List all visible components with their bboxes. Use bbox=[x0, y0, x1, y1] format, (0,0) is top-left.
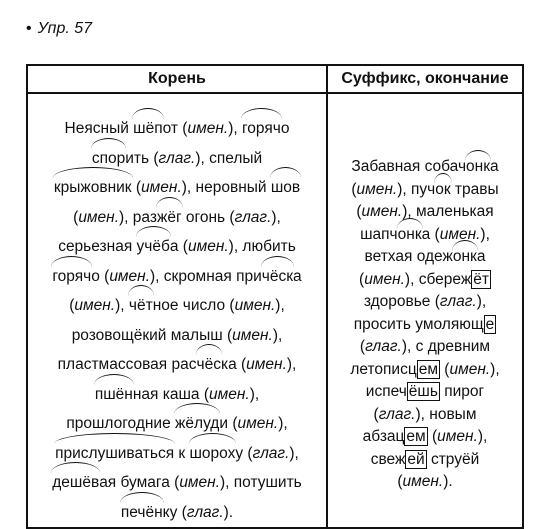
text-segment: ная каша ( bbox=[132, 385, 209, 403]
root-arc-mark: онк bbox=[398, 224, 422, 247]
suffix-line bbox=[334, 224, 516, 247]
suffix-line bbox=[334, 291, 516, 314]
root-arc-mark: шёп bbox=[133, 114, 162, 144]
root-line bbox=[34, 409, 320, 439]
text-segment: а bbox=[293, 267, 302, 285]
suffix-line bbox=[334, 336, 516, 359]
text-segment: ), новым bbox=[415, 405, 477, 423]
suffix-line bbox=[334, 156, 516, 179]
text-segment: ), скромная при bbox=[150, 267, 262, 285]
text-segment: у ( bbox=[235, 444, 253, 462]
ending-box-mark: е bbox=[485, 315, 495, 333]
text-segment: ( bbox=[373, 405, 379, 423]
root-line bbox=[34, 262, 320, 292]
text-segment: пирог bbox=[439, 383, 485, 400]
part-of-speech: имен. bbox=[78, 208, 120, 226]
root-line bbox=[34, 321, 320, 351]
text-segment: о bbox=[280, 120, 290, 137]
text-segment: ), bbox=[278, 415, 288, 432]
text-segment: прошлогодние bbox=[66, 415, 176, 432]
part-of-speech: глаг. bbox=[439, 293, 477, 310]
suffix-line bbox=[334, 381, 516, 404]
text-segment: ), bbox=[249, 385, 260, 403]
text-segment: а ( bbox=[169, 238, 188, 255]
part-of-speech: имен. bbox=[209, 385, 250, 403]
text-segment: Неясный bbox=[64, 120, 134, 137]
part-of-speech: имен. bbox=[232, 326, 273, 344]
text-segment: ), bbox=[477, 428, 488, 445]
ending-box-mark: ей bbox=[407, 450, 425, 468]
suffix-line bbox=[334, 201, 516, 224]
ending-box-mark: ёшь bbox=[408, 383, 438, 400]
text-segment: ветхая одеж bbox=[364, 248, 453, 265]
part-of-speech: имен. bbox=[74, 297, 116, 314]
text-segment: ), bbox=[286, 356, 297, 373]
text-segment: струёй bbox=[426, 450, 480, 468]
table-header-row bbox=[27, 65, 523, 93]
text-segment: ), спелый bbox=[195, 149, 263, 167]
part-of-speech: имен. bbox=[187, 120, 229, 137]
part-of-speech: глаг. bbox=[252, 444, 290, 462]
suffix-line bbox=[334, 404, 516, 427]
part-of-speech: глаг. bbox=[234, 208, 272, 226]
text-segment: ), неровный bbox=[181, 179, 271, 196]
part-of-speech: глаг. bbox=[158, 149, 196, 167]
root-arc-mark: жёлуд bbox=[175, 409, 219, 439]
text-segment: травы bbox=[450, 180, 499, 198]
suffix-line bbox=[334, 426, 516, 449]
part-of-speech: имен. bbox=[449, 360, 491, 378]
root-arc-mark: ок bbox=[435, 179, 450, 202]
suffix-line bbox=[334, 246, 516, 269]
part-of-speech: имен. bbox=[141, 179, 182, 196]
text-segment: ( bbox=[427, 428, 438, 445]
root-arc-mark: спор bbox=[92, 144, 125, 174]
part-of-speech: глаг. bbox=[378, 405, 416, 423]
part-of-speech: имен. bbox=[109, 267, 151, 285]
text-segment: ), сбереж bbox=[404, 270, 472, 288]
text-segment: ), раз bbox=[119, 208, 157, 226]
root-line bbox=[34, 498, 320, 528]
suffix-column-cell bbox=[327, 93, 523, 528]
text-segment: ), потушить bbox=[220, 474, 302, 491]
suffix-line bbox=[334, 269, 516, 292]
part-of-speech: глаг. bbox=[365, 338, 402, 355]
text-segment: а bbox=[476, 248, 486, 265]
root-arc-mark: горяч bbox=[242, 114, 281, 144]
root-line bbox=[34, 350, 320, 380]
suffix-line bbox=[334, 314, 516, 337]
suffix-line bbox=[334, 449, 516, 472]
root-arc-mark: печён bbox=[121, 498, 163, 528]
exercise-table bbox=[26, 64, 524, 529]
root-line bbox=[34, 380, 320, 410]
text-segment: ), bbox=[275, 297, 285, 314]
root-arc-mark: чёт bbox=[129, 291, 153, 321]
ending-box-mark: ем bbox=[418, 360, 438, 378]
text-segment: ( bbox=[73, 208, 79, 226]
text-segment: ное число ( bbox=[152, 297, 235, 314]
table-body-row bbox=[27, 93, 523, 528]
ending-box-mark: ем bbox=[406, 428, 426, 445]
text-segment: ить ( bbox=[125, 149, 159, 167]
root-column-cell bbox=[27, 93, 327, 528]
text-segment: ), bbox=[271, 208, 281, 226]
text-segment: абзац bbox=[362, 428, 405, 445]
text-segment: здоровье ( bbox=[363, 293, 440, 310]
text-segment: ), пуч bbox=[397, 180, 436, 198]
part-of-speech: глаг. bbox=[186, 503, 224, 521]
part-of-speech: имен. bbox=[364, 270, 405, 288]
root-arc-mark: чёск bbox=[262, 262, 293, 292]
exercise-label: Упр. 57 bbox=[37, 20, 93, 37]
part-of-speech: имен. bbox=[237, 415, 279, 432]
part-of-speech: имен. bbox=[361, 203, 403, 220]
header-suffix-ending: Суффикс, окончание bbox=[327, 65, 523, 93]
root-arc-mark: шов bbox=[271, 173, 300, 203]
root-arc-mark: онк bbox=[453, 246, 477, 269]
part-of-speech: имен. bbox=[437, 428, 478, 445]
exercise-header bbox=[26, 20, 92, 38]
text-segment: летописц bbox=[350, 360, 417, 378]
text-segment: ). bbox=[223, 503, 234, 521]
bullet-icon: • bbox=[26, 20, 32, 37]
text-segment: ), bbox=[490, 360, 500, 378]
text-segment: ), bbox=[480, 225, 490, 243]
text-segment: ), bbox=[115, 297, 129, 314]
text-segment: ), bbox=[228, 120, 242, 137]
text-segment: огонь ( bbox=[181, 208, 235, 226]
text-segment: ), с древним bbox=[401, 338, 491, 355]
text-segment: пластмассовая рас bbox=[57, 356, 197, 373]
text-segment: свеж bbox=[370, 450, 406, 468]
text-segment: шапч bbox=[360, 225, 398, 243]
ending-box-mark: ёт bbox=[473, 270, 489, 288]
root-line bbox=[34, 203, 320, 233]
root-arc-mark: чёс bbox=[197, 350, 221, 380]
text-segment: ку ( bbox=[162, 503, 187, 521]
suffix-line bbox=[334, 359, 516, 382]
text-segment: к bbox=[174, 444, 190, 462]
text-segment: испеч bbox=[365, 383, 407, 400]
suffix-line bbox=[334, 179, 516, 202]
root-arc-mark: шорох bbox=[190, 439, 236, 469]
header-root: Корень bbox=[27, 65, 327, 93]
text-segment: серьезная bbox=[58, 238, 137, 255]
text-segment: о ( bbox=[91, 267, 110, 285]
part-of-speech: имен. bbox=[246, 356, 287, 373]
text-segment: розовощёкий малыш ( bbox=[71, 326, 233, 344]
root-arc-mark: прислушиваться bbox=[55, 439, 174, 469]
root-arc-mark: крыжовник bbox=[54, 173, 132, 203]
root-arc-mark: онк bbox=[466, 156, 490, 179]
root-line bbox=[34, 468, 320, 498]
text-segment: ), маленькая bbox=[402, 203, 494, 220]
text-segment: ( bbox=[397, 473, 403, 490]
root-arc-mark: пшён bbox=[95, 380, 133, 410]
text-segment: ), любить bbox=[228, 238, 296, 255]
text-segment: а ( bbox=[421, 225, 440, 243]
text-segment: ( bbox=[356, 203, 362, 220]
part-of-speech: имен. bbox=[234, 297, 276, 314]
part-of-speech: имен. bbox=[402, 473, 444, 490]
text-segment: ( bbox=[359, 270, 365, 288]
text-segment: Забавная собач bbox=[351, 158, 467, 175]
text-segment: ), bbox=[476, 293, 487, 310]
text-segment: ( bbox=[351, 180, 357, 198]
text-segment: ( bbox=[69, 297, 75, 314]
root-arc-mark: дешёв bbox=[52, 468, 99, 498]
root-arc-mark: учёб bbox=[137, 232, 170, 262]
root-line bbox=[34, 291, 320, 321]
part-of-speech: имен. bbox=[187, 238, 229, 255]
text-segment: ), bbox=[289, 444, 299, 462]
text-segment: ), bbox=[272, 326, 283, 344]
text-segment: ). bbox=[443, 473, 453, 490]
text-segment: ая бумага ( bbox=[99, 474, 180, 491]
text-segment: от ( bbox=[162, 120, 188, 137]
text-segment: а bbox=[490, 158, 499, 175]
root-line bbox=[34, 114, 320, 144]
root-arc-mark: горяч bbox=[52, 262, 91, 292]
text-segment: ( bbox=[131, 179, 142, 196]
text-segment: просить умоляющ bbox=[353, 315, 484, 333]
text-segment: и ( bbox=[219, 415, 238, 432]
root-arc-mark: жёг bbox=[157, 203, 182, 233]
suffix-line bbox=[334, 471, 516, 494]
part-of-speech: имен. bbox=[179, 474, 221, 491]
text-segment: ( bbox=[440, 360, 450, 378]
part-of-speech: имен. bbox=[356, 180, 398, 198]
text-segment: ( bbox=[359, 338, 366, 355]
part-of-speech: имен. bbox=[439, 225, 481, 243]
text-segment: ка ( bbox=[220, 356, 247, 373]
